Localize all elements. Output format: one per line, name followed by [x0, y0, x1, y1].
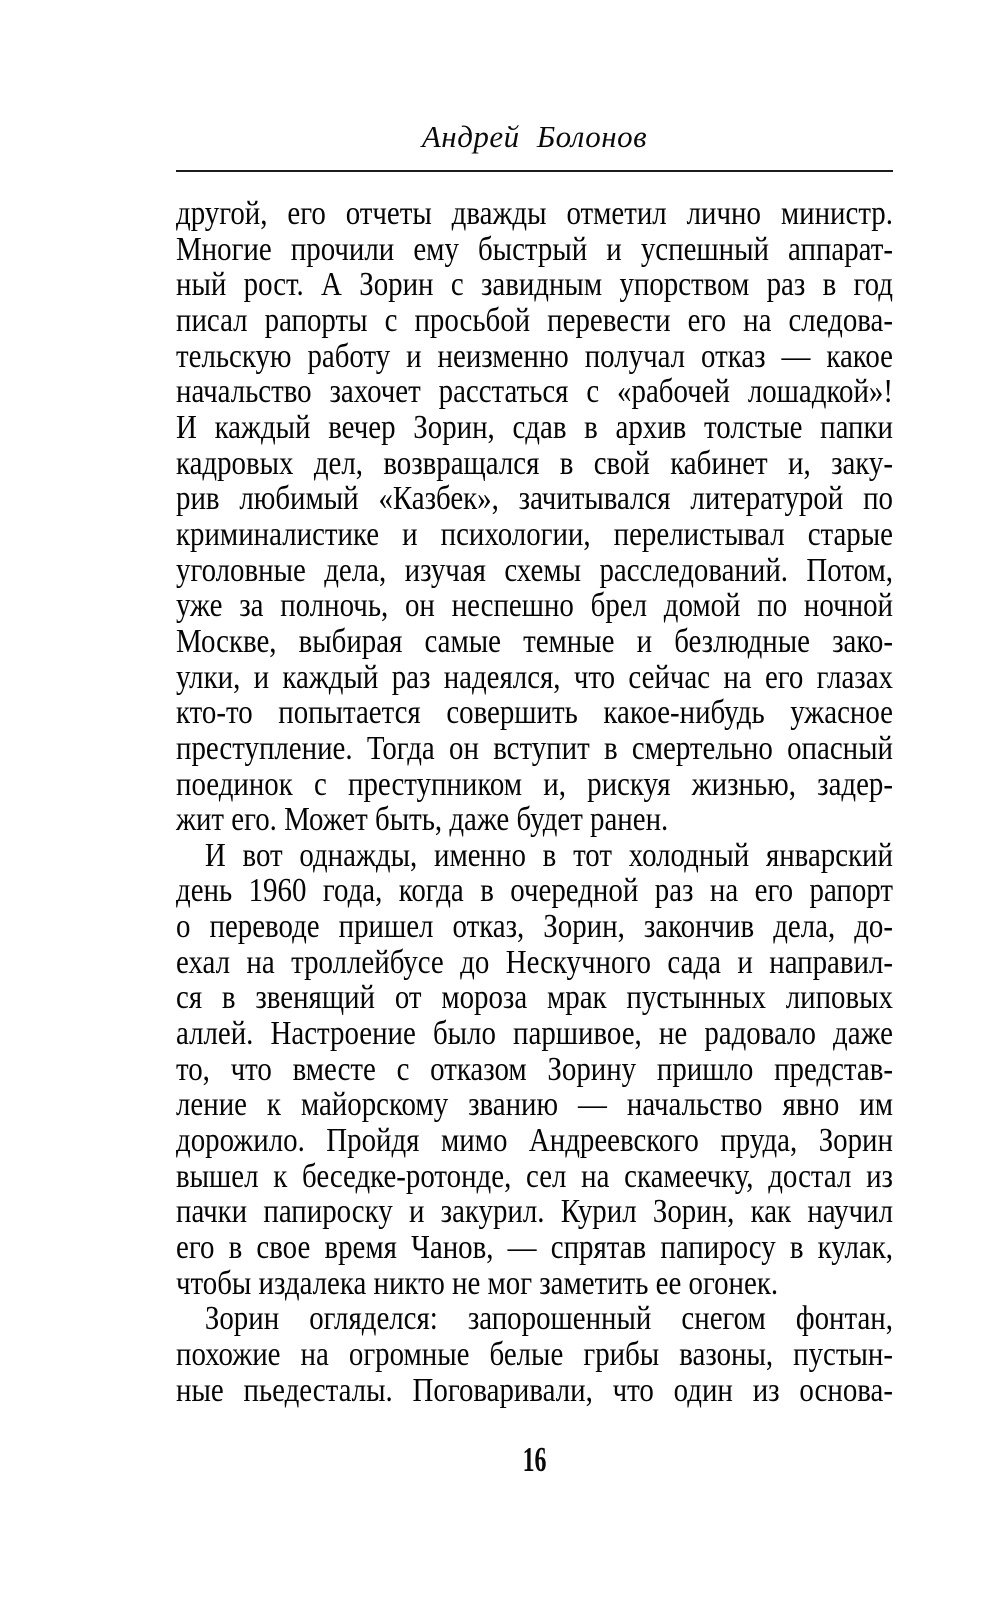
body-line: ехал на троллейбусе до Нескучного сада и направил-: [176, 943, 893, 981]
body-line: поединок с преступником и, рискуя жизнью, задер-: [176, 765, 893, 803]
body-line: криминалистике и психологии, перелистывал старые: [176, 515, 893, 553]
body-line: дорожило. Пройдя мимо Андреевского пруда, Зорин: [176, 1122, 893, 1160]
body-line: ление к майорскому званию — начальство явно им: [176, 1086, 893, 1124]
body-line: преступление. Тогда он вступит в смертельно опасный: [176, 729, 893, 767]
body-line: Зорин огляделся: запорошенный снегом фонтан,: [204, 1300, 893, 1338]
body-line: чтобы издалека никто не мог заметить ее огонек.: [176, 1264, 779, 1302]
body-line: И вот однажды, именно в тот холодный январский: [204, 836, 893, 874]
body-line: о переводе пришел отказ, Зорин, закончив дела, до-: [176, 908, 893, 946]
body-line: другой, его отчеты дважды отметил лично министр.: [176, 195, 893, 232]
page-number-row: [176, 1441, 893, 1479]
body-line: ный рост. А Зорин с завидным упорством раз в год: [176, 266, 893, 304]
body-line: аллей. Настроение было паршивое, не радовало даже: [176, 1015, 893, 1053]
body-line: жит его. Может быть, даже будет ранен.: [176, 801, 669, 839]
body-line: начальство захочет расстаться с «рабочей лошадкой»!: [176, 373, 893, 411]
body-line: пачки папироску и закурил. Курил Зорин, как научил: [176, 1193, 893, 1231]
body-line: его в свое время Чанов, — спрятав папиросу в кулак,: [176, 1229, 893, 1267]
body-line: ся в звенящий от мороза мрак пустынных липовых: [176, 979, 893, 1017]
body-line: ные пьедесталы. Поговаривали, что один из основа-: [176, 1371, 893, 1409]
running-header-author: Андрей Болонов: [421, 119, 648, 154]
body-text: [176, 196, 893, 1408]
body-line: уголовные дела, изучая схемы расследований. Потом,: [176, 551, 893, 589]
body-line: тельскую работу и неизменно получал отказ — какое: [176, 337, 893, 375]
body-line: вышел к беседке-ротонде, сел на скамеечку, достал из: [176, 1157, 893, 1195]
body-line: писал рапорты с просьбой перевести его на следова-: [176, 301, 893, 339]
body-line: кто-то попытается совершить какое-нибудь ужасное: [176, 694, 893, 732]
body-line: улки, и каждый раз надеялся, что сейчас на его глазах: [176, 658, 893, 696]
body-line: похожие на огромные белые грибы вазоны, пустын-: [176, 1336, 893, 1373]
body-line: Москве, выбирая самые темные и безлюдные зако-: [176, 622, 893, 660]
body-line: уже за полночь, он неспешно брел домой по ночной: [176, 587, 893, 625]
body-line: рив любимый «Казбек», зачитывался литературой по: [176, 480, 893, 518]
body-line: И каждый вечер Зорин, сдав в архив толстые папки: [176, 408, 893, 446]
header-rule: [176, 170, 893, 172]
body-line: день 1960 года, когда в очередной раз на его рапорт: [176, 872, 893, 910]
body-line: то, что вместе с отказом Зорину пришло представ-: [176, 1050, 893, 1088]
page-number: 16: [522, 1440, 547, 1479]
body-line: кадровых дел, возвращался в свой кабинет и, заку-: [176, 444, 893, 482]
body-line: Многие прочили ему быстрый и успешный аппарат-: [176, 230, 893, 268]
